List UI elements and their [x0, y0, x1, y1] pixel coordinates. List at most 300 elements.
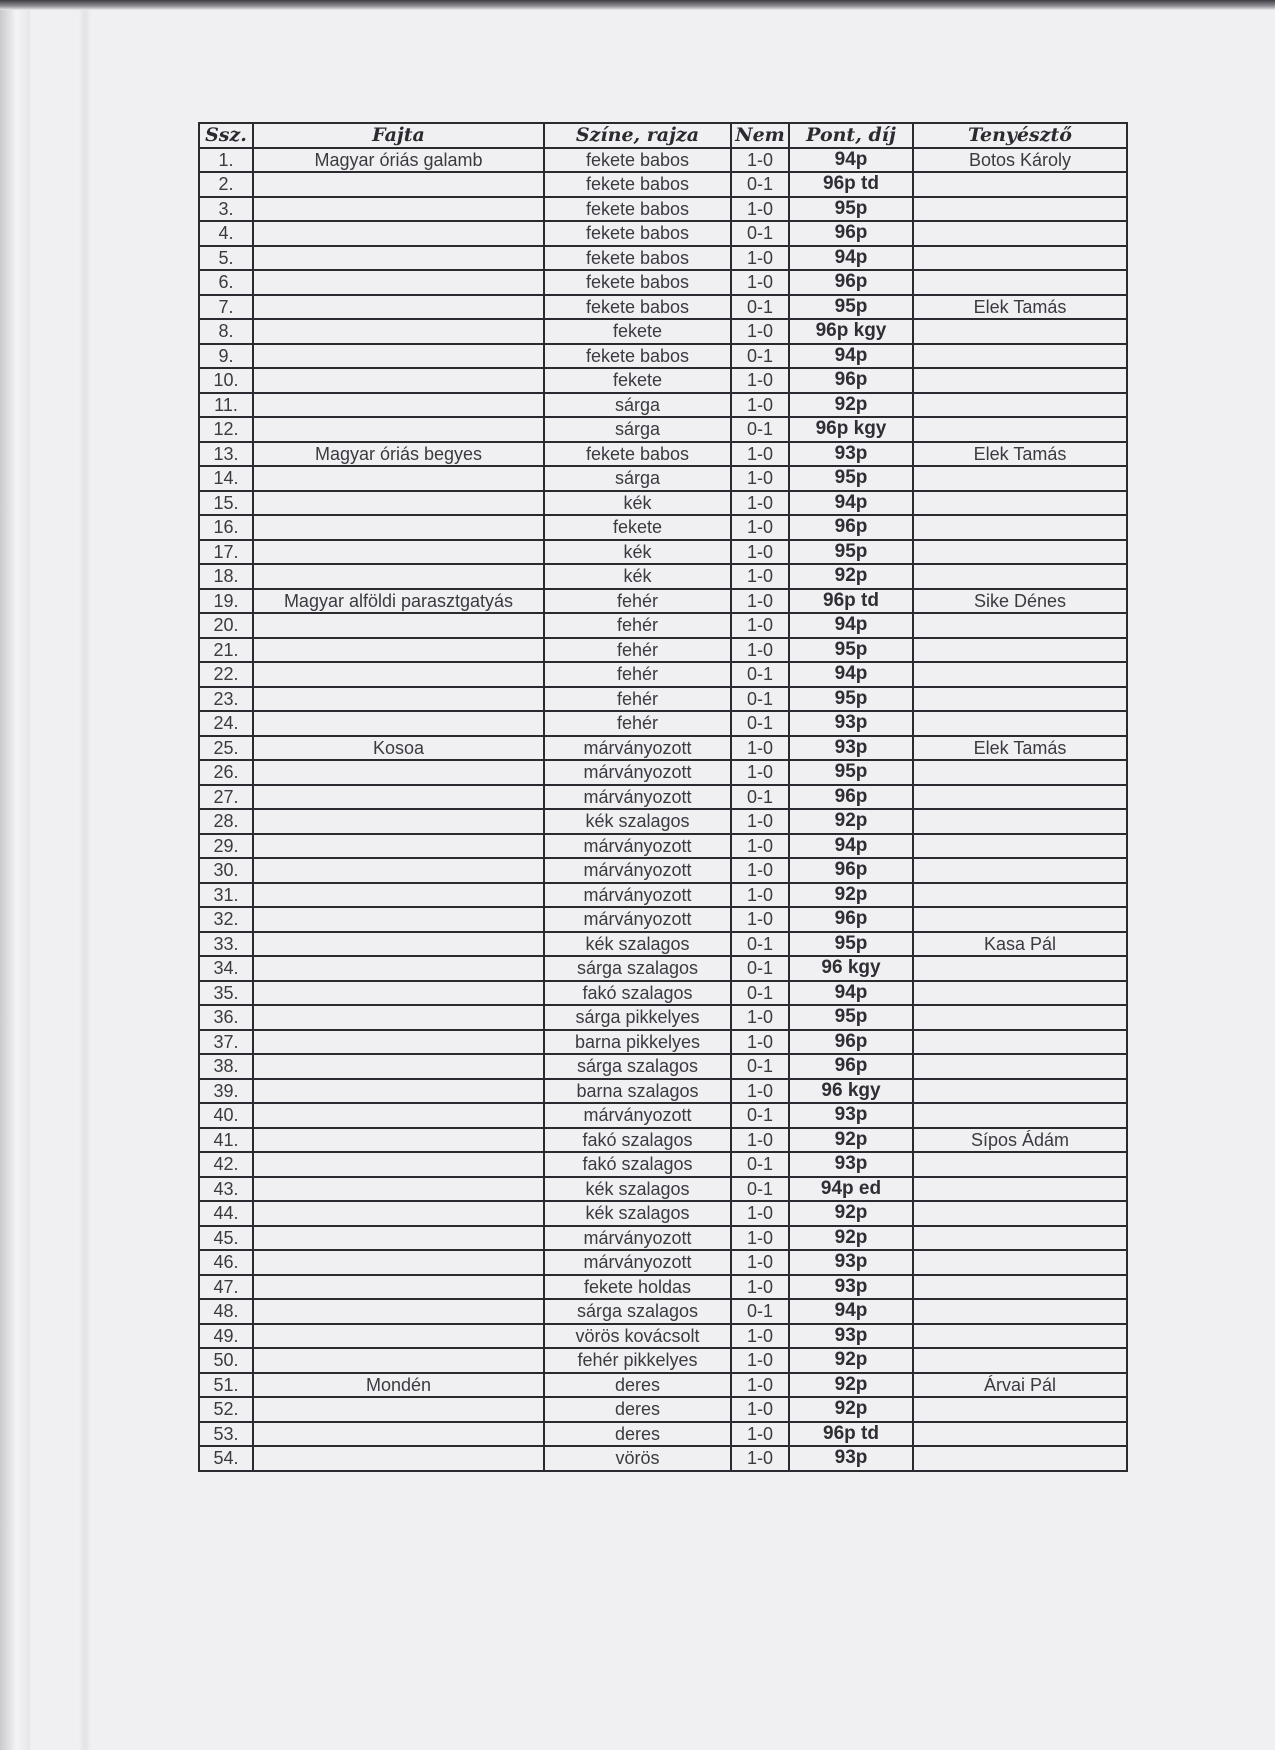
table-row	[199, 442, 1127, 467]
cell-pont: 92p	[789, 393, 913, 418]
cell-nem: 1-0	[731, 1397, 789, 1422]
cell-ssz: 22.	[199, 662, 253, 687]
table-row	[199, 246, 1127, 271]
cell-szine: fehér	[544, 638, 731, 663]
cell-nem: 0-1	[731, 932, 789, 957]
cell-szine: márványozott	[544, 736, 731, 761]
cell-fajta	[253, 1054, 544, 1079]
column-header-ssz: Ssz.	[199, 123, 253, 148]
cell-pont: 92p	[789, 1397, 913, 1422]
cell-szine: sárga szalagos	[544, 956, 731, 981]
cell-fajta	[253, 295, 544, 320]
cell-fajta	[253, 417, 544, 442]
cell-fajta	[253, 907, 544, 932]
cell-fajta	[253, 172, 544, 197]
table-row	[199, 711, 1127, 736]
cell-nem: 0-1	[731, 1299, 789, 1324]
cell-ssz: 15.	[199, 491, 253, 516]
cell-fajta: Magyar alföldi parasztgatyás	[253, 589, 544, 614]
cell-szine: fekete babos	[544, 270, 731, 295]
entry-table	[198, 122, 1128, 1472]
table-row	[199, 589, 1127, 614]
cell-ssz: 54.	[199, 1446, 253, 1471]
cell-szine: márványozott	[544, 858, 731, 883]
cell-pont: 96p	[789, 907, 913, 932]
cell-nem: 1-0	[731, 1446, 789, 1471]
cell-ssz: 16.	[199, 515, 253, 540]
table-row	[199, 295, 1127, 320]
cell-tenyeszto: Botos Károly	[913, 148, 1127, 173]
cell-nem: 1-0	[731, 907, 789, 932]
cell-szine: kék szalagos	[544, 1177, 731, 1202]
cell-pont: 94p	[789, 148, 913, 173]
cell-pont: 94p	[789, 491, 913, 516]
cell-pont: 96p	[789, 221, 913, 246]
cell-tenyeszto	[913, 662, 1127, 687]
cell-pont: 95p	[789, 466, 913, 491]
cell-tenyeszto	[913, 1201, 1127, 1226]
cell-tenyeszto	[913, 221, 1127, 246]
cell-fajta	[253, 1446, 544, 1471]
cell-pont: 93p	[789, 1250, 913, 1275]
cell-tenyeszto: Elek Tamás	[913, 295, 1127, 320]
table-row	[199, 221, 1127, 246]
cell-pont: 93p	[789, 1324, 913, 1349]
table-row	[199, 466, 1127, 491]
cell-pont: 96p	[789, 1054, 913, 1079]
cell-ssz: 13.	[199, 442, 253, 467]
table-row	[199, 932, 1127, 957]
cell-tenyeszto	[913, 1250, 1127, 1275]
cell-fajta	[253, 785, 544, 810]
cell-tenyeszto: Árvai Pál	[913, 1373, 1127, 1398]
cell-fajta	[253, 834, 544, 859]
cell-pont: 95p	[789, 540, 913, 565]
cell-nem: 1-0	[731, 564, 789, 589]
cell-pont: 96p	[789, 368, 913, 393]
table-row	[199, 834, 1127, 859]
cell-tenyeszto	[913, 858, 1127, 883]
table-row	[199, 638, 1127, 663]
cell-szine: sárga pikkelyes	[544, 1005, 731, 1030]
cell-szine: kék szalagos	[544, 932, 731, 957]
scan-top-edge	[0, 0, 1275, 10]
cell-ssz: 40.	[199, 1103, 253, 1128]
cell-ssz: 3.	[199, 197, 253, 222]
cell-pont: 93p	[789, 711, 913, 736]
cell-nem: 0-1	[731, 956, 789, 981]
cell-szine: márványozott	[544, 1103, 731, 1128]
table-row	[199, 907, 1127, 932]
cell-pont: 94p	[789, 662, 913, 687]
cell-fajta	[253, 1152, 544, 1177]
table-row	[199, 956, 1127, 981]
cell-pont: 96p kgy	[789, 319, 913, 344]
cell-pont: 92p	[789, 564, 913, 589]
cell-ssz: 43.	[199, 1177, 253, 1202]
cell-fajta	[253, 883, 544, 908]
cell-szine: fehér pikkelyes	[544, 1348, 731, 1373]
cell-fajta	[253, 711, 544, 736]
cell-tenyeszto	[913, 1324, 1127, 1349]
cell-ssz: 45.	[199, 1226, 253, 1251]
cell-szine: fekete babos	[544, 172, 731, 197]
cell-szine: fehér	[544, 589, 731, 614]
cell-nem: 0-1	[731, 344, 789, 369]
cell-szine: márványozott	[544, 1226, 731, 1251]
cell-szine: fekete	[544, 368, 731, 393]
cell-szine: fekete babos	[544, 442, 731, 467]
cell-ssz: 52.	[199, 1397, 253, 1422]
cell-nem: 1-0	[731, 319, 789, 344]
cell-pont: 95p	[789, 1005, 913, 1030]
table-row	[199, 319, 1127, 344]
cell-szine: sárga	[544, 393, 731, 418]
cell-szine: sárga	[544, 466, 731, 491]
cell-nem: 1-0	[731, 1201, 789, 1226]
cell-szine: vörös	[544, 1446, 731, 1471]
scan-spine-shadow	[0, 0, 30, 1750]
cell-nem: 0-1	[731, 1103, 789, 1128]
cell-nem: 1-0	[731, 270, 789, 295]
cell-tenyeszto	[913, 638, 1127, 663]
column-header-nem: Nem	[731, 123, 789, 148]
cell-tenyeszto	[913, 1226, 1127, 1251]
cell-pont: 95p	[789, 295, 913, 320]
table-row	[199, 883, 1127, 908]
cell-szine: fekete babos	[544, 344, 731, 369]
header-row	[199, 123, 1127, 148]
cell-nem: 0-1	[731, 221, 789, 246]
cell-tenyeszto	[913, 1446, 1127, 1471]
cell-tenyeszto	[913, 1079, 1127, 1104]
cell-fajta	[253, 1397, 544, 1422]
cell-pont: 93p	[789, 1152, 913, 1177]
cell-tenyeszto: Kasa Pál	[913, 932, 1127, 957]
cell-ssz: 28.	[199, 809, 253, 834]
cell-nem: 1-0	[731, 393, 789, 418]
cell-nem: 0-1	[731, 687, 789, 712]
cell-tenyeszto	[913, 981, 1127, 1006]
cell-pont: 94p	[789, 613, 913, 638]
table-row	[199, 809, 1127, 834]
cell-ssz: 10.	[199, 368, 253, 393]
cell-szine: márványozott	[544, 883, 731, 908]
cell-szine: fakó szalagos	[544, 1128, 731, 1153]
table-row	[199, 1177, 1127, 1202]
cell-ssz: 39.	[199, 1079, 253, 1104]
cell-pont: 96p td	[789, 172, 913, 197]
cell-nem: 1-0	[731, 491, 789, 516]
cell-nem: 0-1	[731, 662, 789, 687]
cell-nem: 0-1	[731, 981, 789, 1006]
cell-fajta: Magyar óriás galamb	[253, 148, 544, 173]
cell-tenyeszto	[913, 368, 1127, 393]
table-row	[199, 1128, 1127, 1153]
cell-tenyeszto	[913, 711, 1127, 736]
cell-pont: 96p kgy	[789, 417, 913, 442]
cell-szine: sárga szalagos	[544, 1054, 731, 1079]
cell-ssz: 36.	[199, 1005, 253, 1030]
cell-fajta	[253, 1103, 544, 1128]
cell-pont: 96p	[789, 1030, 913, 1055]
cell-nem: 1-0	[731, 613, 789, 638]
cell-tenyeszto	[913, 1177, 1127, 1202]
cell-ssz: 37.	[199, 1030, 253, 1055]
cell-fajta	[253, 540, 544, 565]
cell-szine: fehér	[544, 613, 731, 638]
cell-fajta	[253, 687, 544, 712]
cell-fajta	[253, 809, 544, 834]
cell-ssz: 18.	[199, 564, 253, 589]
cell-tenyeszto	[913, 197, 1127, 222]
cell-szine: márványozott	[544, 834, 731, 859]
cell-tenyeszto	[913, 491, 1127, 516]
table-row	[199, 1226, 1127, 1251]
cell-szine: deres	[544, 1397, 731, 1422]
cell-ssz: 26.	[199, 760, 253, 785]
cell-pont: 94p	[789, 344, 913, 369]
table-row	[199, 736, 1127, 761]
cell-pont: 93p	[789, 1103, 913, 1128]
cell-szine: barna szalagos	[544, 1079, 731, 1104]
cell-szine: fekete babos	[544, 221, 731, 246]
cell-pont: 93p	[789, 442, 913, 467]
column-header-tenyeszto: Tenyésztő	[913, 123, 1127, 148]
cell-fajta	[253, 491, 544, 516]
table-row	[199, 1275, 1127, 1300]
table-row	[199, 1299, 1127, 1324]
cell-tenyeszto	[913, 172, 1127, 197]
cell-pont: 96p td	[789, 1422, 913, 1447]
cell-ssz: 14.	[199, 466, 253, 491]
table-row	[199, 197, 1127, 222]
cell-pont: 93p	[789, 736, 913, 761]
cell-fajta	[253, 393, 544, 418]
cell-fajta	[253, 1079, 544, 1104]
cell-szine: vörös kovácsolt	[544, 1324, 731, 1349]
cell-pont: 95p	[789, 687, 913, 712]
cell-fajta	[253, 1226, 544, 1251]
page-fold	[78, 0, 92, 1750]
cell-tenyeszto	[913, 466, 1127, 491]
table-row	[199, 1201, 1127, 1226]
cell-ssz: 4.	[199, 221, 253, 246]
cell-ssz: 25.	[199, 736, 253, 761]
cell-tenyeszto	[913, 785, 1127, 810]
cell-szine: kék szalagos	[544, 809, 731, 834]
table-row	[199, 564, 1127, 589]
cell-nem: 1-0	[731, 368, 789, 393]
cell-ssz: 20.	[199, 613, 253, 638]
cell-szine: sárga szalagos	[544, 1299, 731, 1324]
cell-ssz: 11.	[199, 393, 253, 418]
cell-ssz: 34.	[199, 956, 253, 981]
cell-fajta	[253, 221, 544, 246]
cell-tenyeszto	[913, 417, 1127, 442]
cell-ssz: 50.	[199, 1348, 253, 1373]
table-row	[199, 368, 1127, 393]
cell-nem: 0-1	[731, 417, 789, 442]
table-body	[199, 148, 1127, 1471]
cell-nem: 1-0	[731, 736, 789, 761]
cell-nem: 1-0	[731, 1250, 789, 1275]
table-row	[199, 785, 1127, 810]
cell-nem: 1-0	[731, 246, 789, 271]
cell-tenyeszto: Sípos Ádám	[913, 1128, 1127, 1153]
cell-pont: 94p ed	[789, 1177, 913, 1202]
cell-pont: 95p	[789, 932, 913, 957]
cell-fajta	[253, 344, 544, 369]
cell-fajta	[253, 1201, 544, 1226]
cell-ssz: 32.	[199, 907, 253, 932]
table-row	[199, 1005, 1127, 1030]
cell-nem: 1-0	[731, 540, 789, 565]
cell-szine: márványozott	[544, 907, 731, 932]
cell-nem: 1-0	[731, 442, 789, 467]
cell-ssz: 29.	[199, 834, 253, 859]
cell-szine: fekete	[544, 319, 731, 344]
cell-fajta	[253, 1177, 544, 1202]
cell-nem: 1-0	[731, 1005, 789, 1030]
cell-nem: 1-0	[731, 858, 789, 883]
cell-ssz: 47.	[199, 1275, 253, 1300]
cell-fajta	[253, 270, 544, 295]
cell-fajta	[253, 1348, 544, 1373]
cell-szine: barna pikkelyes	[544, 1030, 731, 1055]
cell-ssz: 5.	[199, 246, 253, 271]
cell-fajta	[253, 1128, 544, 1153]
cell-pont: 92p	[789, 883, 913, 908]
cell-tenyeszto	[913, 687, 1127, 712]
cell-szine: fekete babos	[544, 295, 731, 320]
cell-fajta	[253, 662, 544, 687]
table-row	[199, 1152, 1127, 1177]
table-row	[199, 417, 1127, 442]
cell-ssz: 24.	[199, 711, 253, 736]
cell-fajta: Magyar óriás begyes	[253, 442, 544, 467]
cell-szine: sárga	[544, 417, 731, 442]
cell-tenyeszto	[913, 1397, 1127, 1422]
cell-tenyeszto	[913, 834, 1127, 859]
cell-tenyeszto: Elek Tamás	[913, 442, 1127, 467]
cell-fajta	[253, 613, 544, 638]
cell-tenyeszto	[913, 883, 1127, 908]
cell-pont: 94p	[789, 834, 913, 859]
table-row	[199, 1079, 1127, 1104]
table-row	[199, 1030, 1127, 1055]
cell-nem: 1-0	[731, 515, 789, 540]
cell-pont: 92p	[789, 1348, 913, 1373]
cell-tenyeszto	[913, 270, 1127, 295]
cell-tenyeszto	[913, 515, 1127, 540]
table-row	[199, 540, 1127, 565]
cell-nem: 1-0	[731, 809, 789, 834]
cell-pont: 95p	[789, 760, 913, 785]
cell-tenyeszto	[913, 1348, 1127, 1373]
cell-szine: fakó szalagos	[544, 981, 731, 1006]
cell-ssz: 30.	[199, 858, 253, 883]
cell-nem: 1-0	[731, 589, 789, 614]
cell-tenyeszto: Elek Tamás	[913, 736, 1127, 761]
table-row	[199, 613, 1127, 638]
cell-nem: 0-1	[731, 1054, 789, 1079]
cell-fajta	[253, 638, 544, 663]
cell-szine: kék	[544, 491, 731, 516]
cell-tenyeszto	[913, 1275, 1127, 1300]
table-row	[199, 760, 1127, 785]
cell-ssz: 38.	[199, 1054, 253, 1079]
cell-tenyeszto	[913, 760, 1127, 785]
cell-ssz: 53.	[199, 1422, 253, 1447]
cell-fajta	[253, 197, 544, 222]
cell-szine: fakó szalagos	[544, 1152, 731, 1177]
cell-nem: 1-0	[731, 466, 789, 491]
cell-ssz: 1.	[199, 148, 253, 173]
cell-fajta	[253, 1324, 544, 1349]
cell-nem: 1-0	[731, 1324, 789, 1349]
cell-fajta	[253, 760, 544, 785]
table-row	[199, 270, 1127, 295]
cell-szine: fehér	[544, 662, 731, 687]
cell-pont: 94p	[789, 981, 913, 1006]
cell-szine: kék	[544, 564, 731, 589]
table-row	[199, 393, 1127, 418]
table-row	[199, 148, 1127, 173]
cell-nem: 0-1	[731, 295, 789, 320]
table-row	[199, 1348, 1127, 1373]
table-row	[199, 491, 1127, 516]
cell-fajta	[253, 368, 544, 393]
table-row	[199, 1324, 1127, 1349]
cell-szine: fekete babos	[544, 197, 731, 222]
cell-pont: 96 kgy	[789, 1079, 913, 1104]
cell-tenyeszto	[913, 1030, 1127, 1055]
cell-ssz: 23.	[199, 687, 253, 712]
cell-pont: 96p	[789, 515, 913, 540]
cell-tenyeszto	[913, 564, 1127, 589]
table-row	[199, 344, 1127, 369]
cell-ssz: 17.	[199, 540, 253, 565]
cell-nem: 1-0	[731, 1226, 789, 1251]
table-row	[199, 172, 1127, 197]
cell-nem: 0-1	[731, 172, 789, 197]
cell-ssz: 8.	[199, 319, 253, 344]
cell-szine: márványozott	[544, 785, 731, 810]
cell-szine: deres	[544, 1373, 731, 1398]
cell-fajta	[253, 1005, 544, 1030]
cell-pont: 95p	[789, 197, 913, 222]
cell-tenyeszto	[913, 1054, 1127, 1079]
cell-szine: fekete holdas	[544, 1275, 731, 1300]
cell-ssz: 6.	[199, 270, 253, 295]
cell-tenyeszto	[913, 613, 1127, 638]
cell-nem: 0-1	[731, 785, 789, 810]
cell-ssz: 49.	[199, 1324, 253, 1349]
cell-tenyeszto	[913, 1422, 1127, 1447]
cell-nem: 0-1	[731, 711, 789, 736]
cell-szine: deres	[544, 1422, 731, 1447]
cell-nem: 1-0	[731, 1275, 789, 1300]
cell-tenyeszto	[913, 907, 1127, 932]
cell-fajta	[253, 981, 544, 1006]
cell-nem: 1-0	[731, 1348, 789, 1373]
cell-tenyeszto	[913, 344, 1127, 369]
cell-fajta	[253, 1250, 544, 1275]
cell-nem: 0-1	[731, 1152, 789, 1177]
cell-fajta	[253, 1030, 544, 1055]
cell-tenyeszto	[913, 956, 1127, 981]
